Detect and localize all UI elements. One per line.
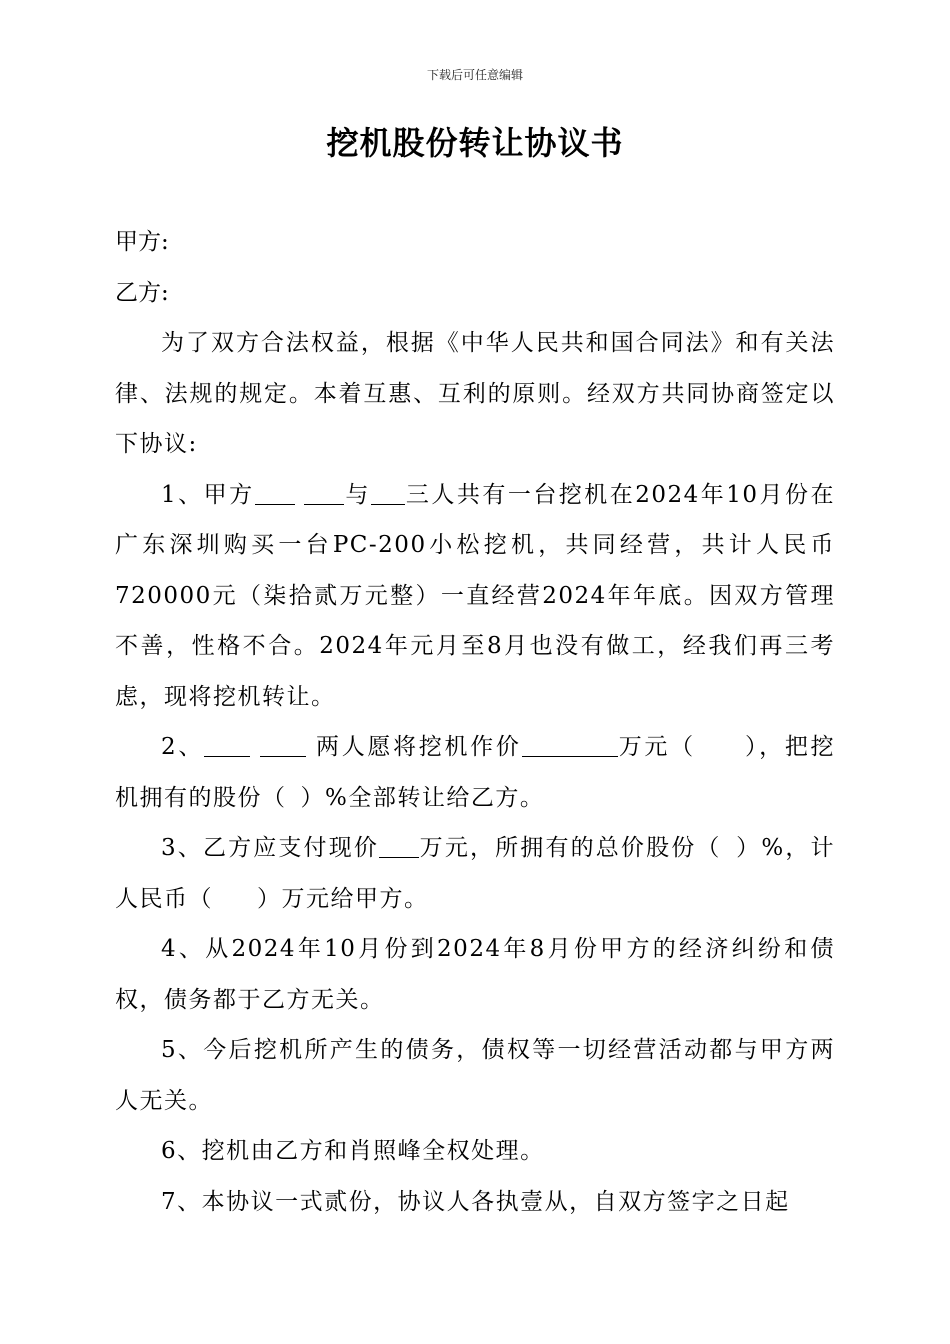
document-body: [115, 217, 835, 1227]
clause-3: [115, 823, 835, 924]
clause-2-text-d: ），把挖机拥有的股份（: [115, 734, 836, 811]
clause-3-text-d: ）万元给甲方。: [257, 885, 429, 912]
blank-field: [255, 481, 295, 505]
clause-3-text-b: 万元，所拥有的总价股份（: [419, 835, 722, 861]
clause-3-text-c: ）%，计人民币（: [115, 835, 836, 912]
clause-3-text-a: 3、乙方应支付现价: [161, 835, 380, 861]
clause-4: 4、从2024年10月份到2024年8月份甲方的经济纠纷和债权，债务都于乙方无关。: [115, 936, 835, 1013]
clause-1: [115, 470, 835, 723]
clause-1-text-a: 1、甲方: [161, 481, 255, 508]
clause-6: 6、挖机由乙方和肖照峰全权处理。: [161, 1138, 545, 1164]
party-b-label: 乙方:: [115, 279, 169, 306]
clause-2-text-e: ）%全部转让给乙方。: [300, 784, 545, 811]
header-note: 下载后可任意编辑: [426, 68, 523, 82]
party-a-label: 甲方:: [115, 229, 169, 255]
blank-field: [522, 733, 618, 757]
clause-1-text-c: 三人共有一台挖机在2024年10月份在广东深圳购买一台PC-200小松挖机，共同经营，共计人民币720000元（柒拾贰万元整）一直经营2024年年底。因双方管理不善，性格不合。2024年元月至8月也没有做工，经我们再三考虑，现将挖机转让。: [115, 481, 836, 710]
blank-field: [371, 481, 405, 505]
clause-5: 5、今后挖机所产生的债务，债权等一切经营活动都与甲方两人无关。: [115, 1037, 835, 1114]
clause-2-text-c: 万元（: [617, 734, 696, 760]
intro-paragraph: 为了双方合法权益，根据《中华人民共和国合同法》和有关法律、法规的规定。本着互惠、互利的原则。经双方共同协商签定以下协议:: [115, 330, 835, 457]
blank-field: [260, 733, 306, 757]
clause-7: 7、本协议一式贰份，协议人各执壹从，自双方签字之日起: [161, 1188, 790, 1215]
clause-2: [115, 722, 835, 823]
blank-field: [304, 481, 344, 505]
clause-2-text-a: 2、: [161, 734, 205, 760]
blank-field: [204, 733, 250, 757]
blank-field: [379, 834, 419, 858]
document-title: 挖机股份转让协议书: [326, 124, 624, 162]
clause-1-text-b: 与: [344, 481, 371, 508]
clause-2-text-b: 两人愿将挖机作价: [316, 734, 522, 760]
